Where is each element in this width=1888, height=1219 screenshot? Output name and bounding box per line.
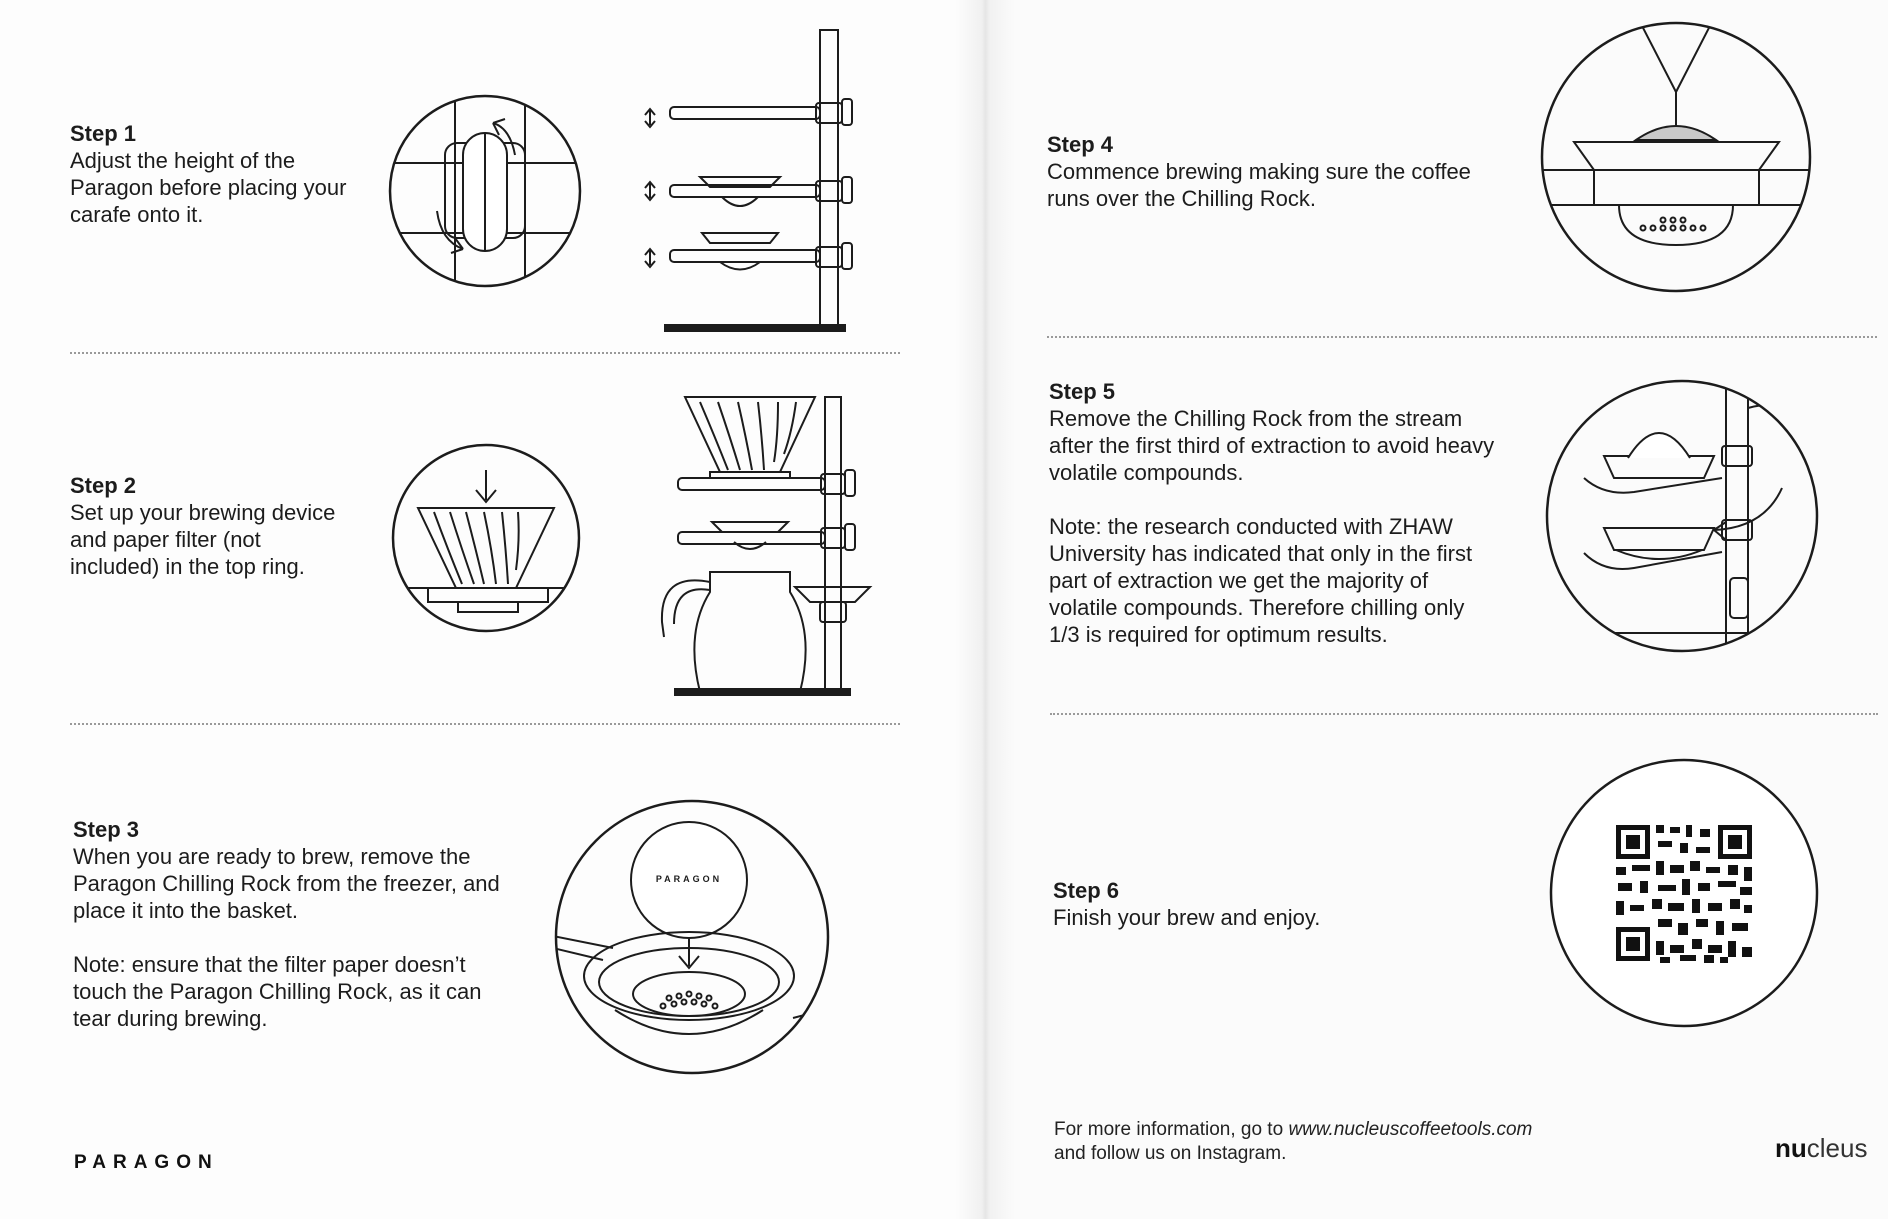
divider-right-2	[1050, 713, 1878, 715]
step-5	[1049, 378, 1499, 648]
divider-left-1	[70, 352, 900, 354]
nucleus-logo-light: cleus	[1806, 1133, 1868, 1163]
step-1-title: Step 1	[70, 121, 137, 146]
step-3-title: Step 3	[73, 817, 140, 842]
booklet-spine	[955, 0, 1015, 1219]
qr-code[interactable]	[1548, 757, 1820, 1029]
step-4-brewing-over-rock-illustration	[1539, 20, 1813, 294]
step-1-height-knob-illustration	[385, 93, 585, 289]
step-3	[73, 816, 503, 1032]
step-1	[70, 120, 350, 228]
step-2	[70, 472, 350, 580]
step-3-note: Note: ensure that the filter paper doesn’t touch the Paragon Chilling Rock, as it can tear during brewing.	[73, 952, 482, 1031]
step-2-text: Set up your brewing device and paper filter (not included) in the top ring.	[70, 500, 336, 579]
step-1-stand-illustration	[640, 25, 880, 335]
step-3-text: When you are ready to brew, remove the Paragon Chilling Rock from the freezer, and place it into the basket.	[73, 844, 500, 923]
step-4-title: Step 4	[1047, 132, 1114, 157]
step-5-text: Remove the Chilling Rock from the stream after the first third of extraction to avoid heavy volatile compounds.	[1049, 406, 1495, 485]
step-2-stand-with-carafe-illustration	[650, 392, 880, 698]
step-4	[1047, 131, 1477, 212]
footer-line-2: and follow us on Instagram.	[1054, 1143, 1287, 1164]
website-link[interactable]: www.nucleuscoffeetools.com	[1288, 1119, 1533, 1140]
step-6	[1053, 877, 1453, 931]
footer-prefix: For more information, go to	[1054, 1119, 1289, 1140]
nucleus-logo-bold: nu	[1775, 1133, 1807, 1163]
step-5-title: Step 5	[1049, 379, 1116, 404]
step-2-title: Step 2	[70, 473, 137, 498]
divider-right-1	[1047, 336, 1877, 338]
step-5-remove-rock-illustration	[1544, 378, 1820, 654]
step-6-title: Step 6	[1053, 878, 1120, 903]
footer-line-1	[1054, 1118, 1532, 1142]
step-2-dripper-closeup-illustration	[388, 440, 584, 636]
footer-info	[1054, 1118, 1532, 1166]
divider-left-2	[70, 723, 900, 725]
nucleus-logo	[1775, 1133, 1867, 1164]
step-1-text: Adjust the height of the Paragon before placing your carafe onto it.	[70, 148, 347, 227]
step-5-note: Note: the research conducted with ZHAW University has indicated that only in the first part of extraction we get the majority of volatile compounds. Therefore chilling only 1/3 is required for optimum results.	[1049, 514, 1473, 647]
step-6-text: Finish your brew and enjoy.	[1053, 905, 1321, 930]
step-4-text: Commence brewing making sure the coffee runs over the Chilling Rock.	[1047, 159, 1471, 211]
paragon-logo: PARAGON	[74, 1152, 219, 1173]
step-3-chilling-rock-illustration	[553, 798, 831, 1076]
rock-label: PARAGON	[655, 874, 723, 884]
